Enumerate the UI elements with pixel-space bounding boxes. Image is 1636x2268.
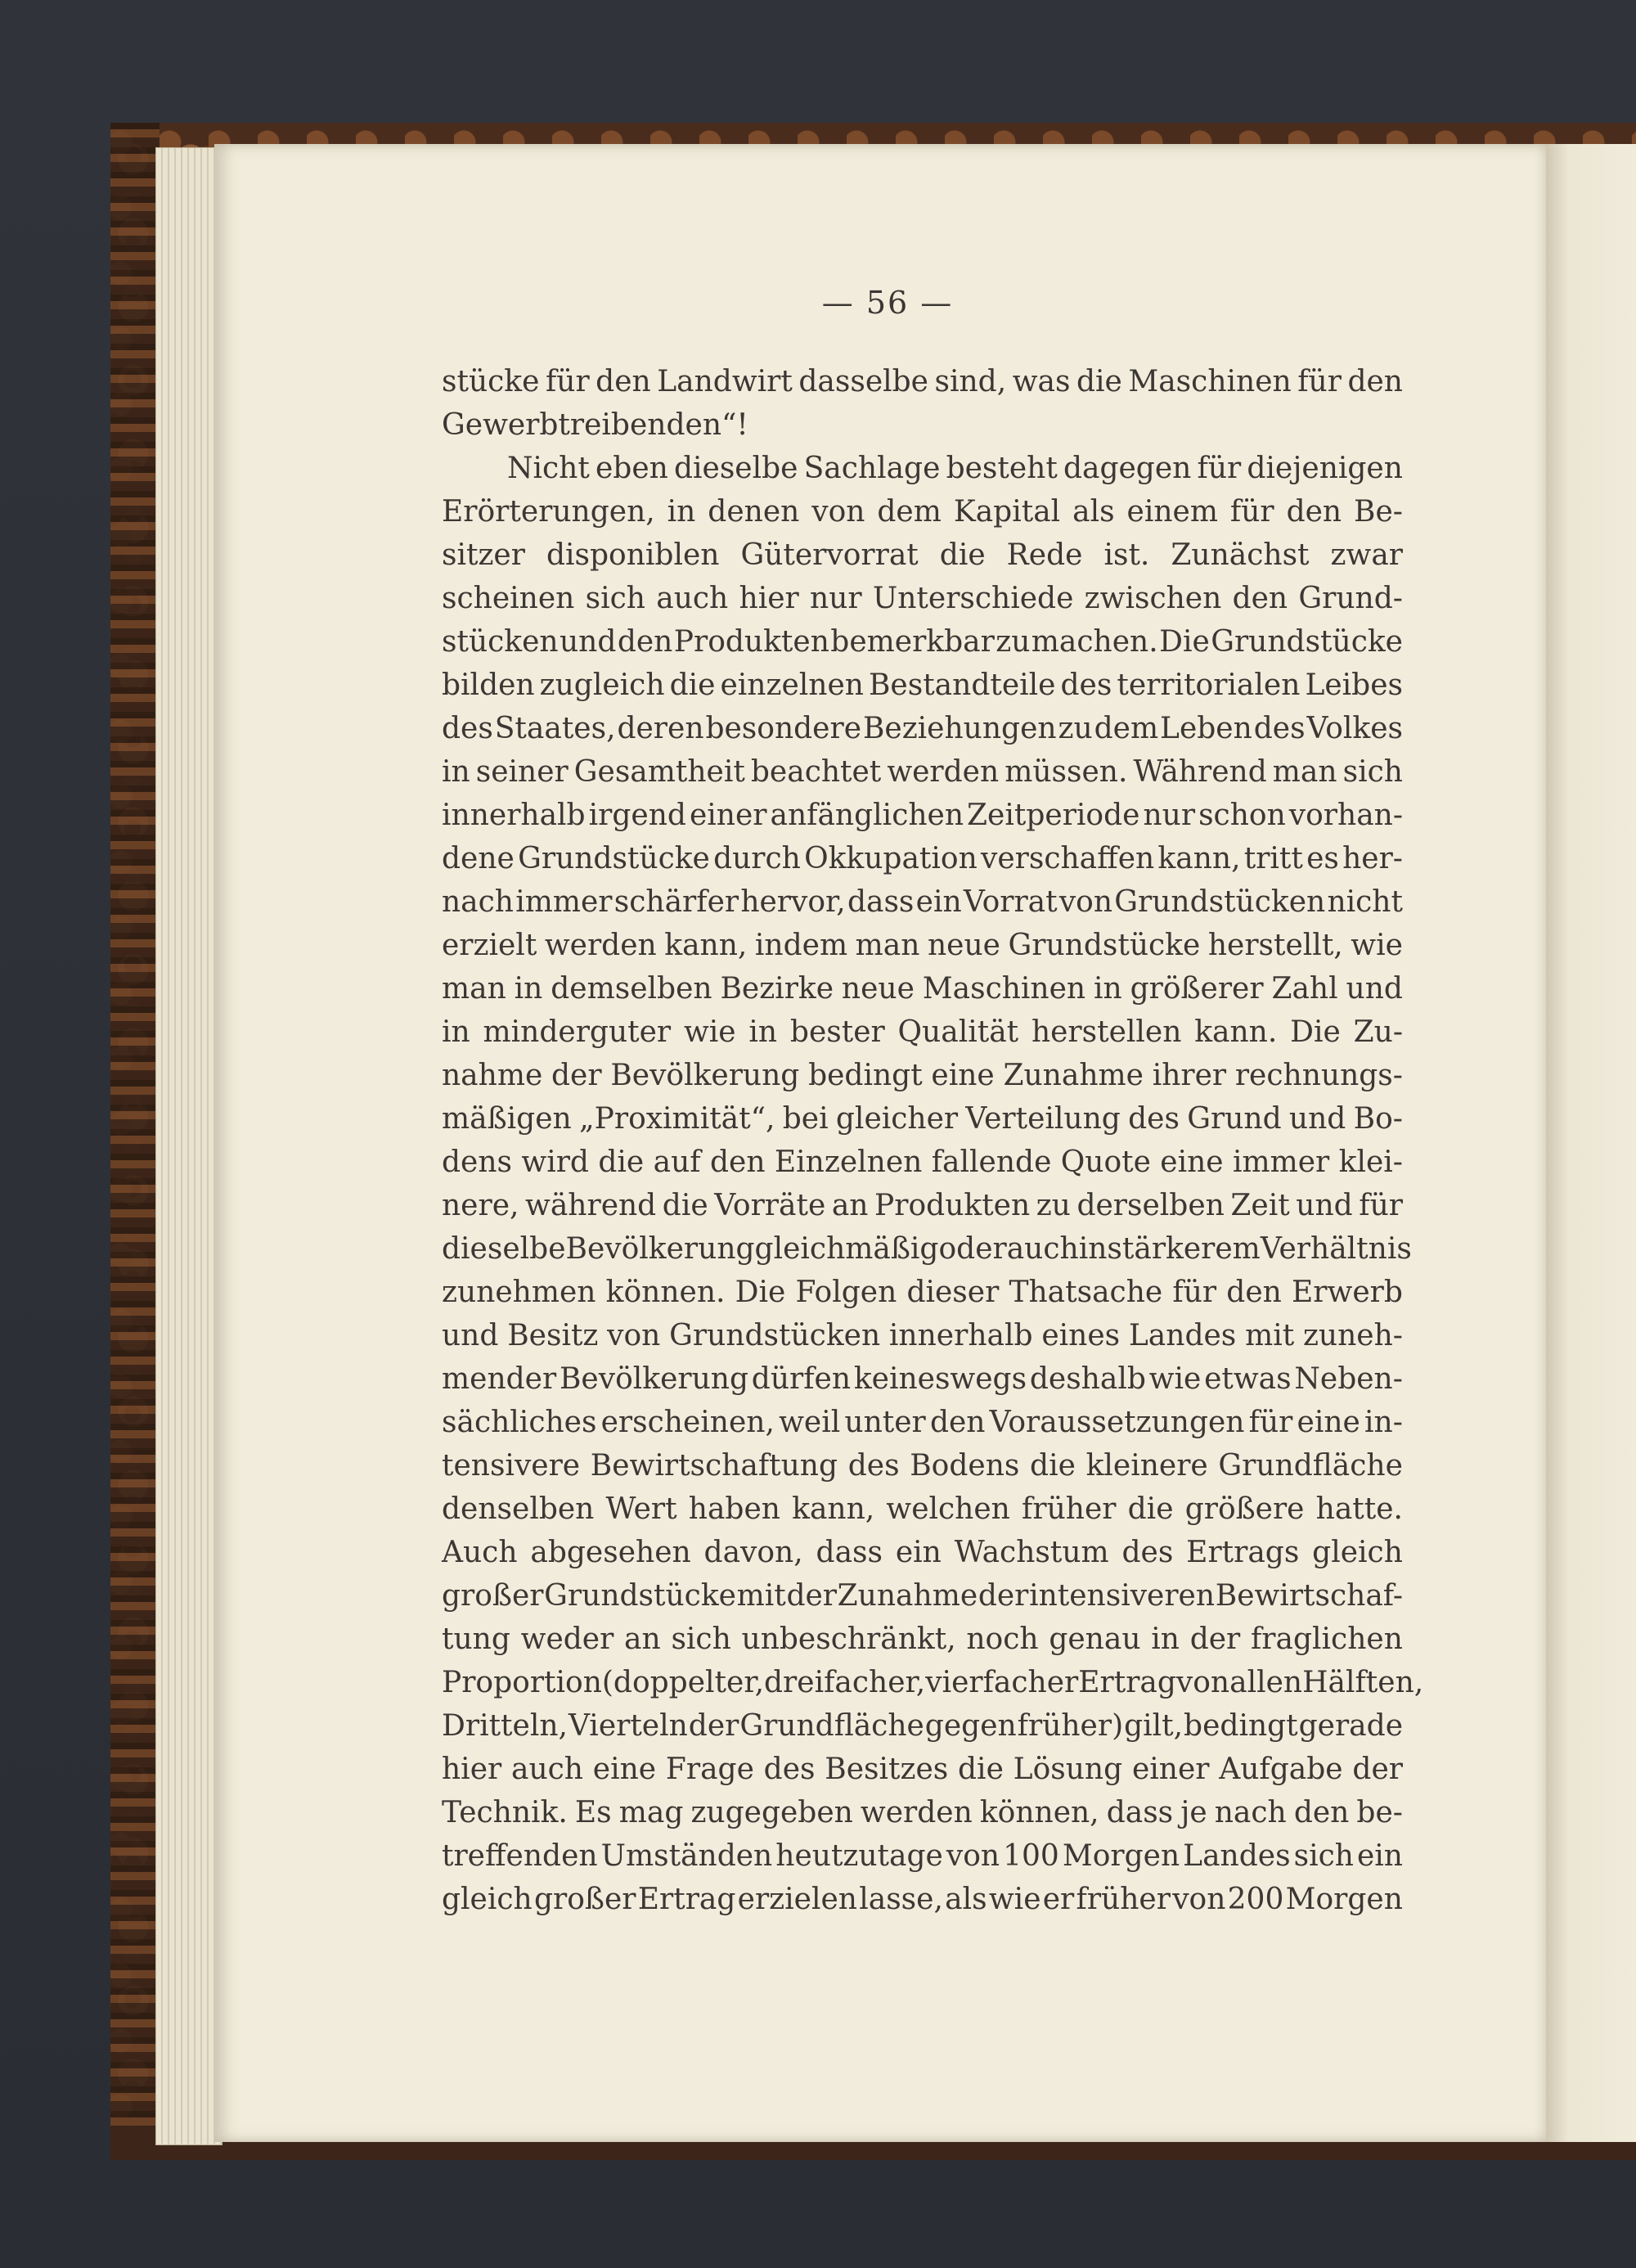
text-line: und Besitz von Grundstücken innerhalb eines Landes mit zuneh- xyxy=(442,1319,1403,1352)
text-line: erzielt werden kann, indem man neue Grundstücke herstellt, wie xyxy=(442,929,1403,962)
body-text xyxy=(442,360,1424,1921)
text-line: Erörterungen, in denen von dem Kapital als einem für den Be- xyxy=(442,495,1403,529)
text-line: treffenden Umständen heutzutage von 100 Morgen Landes sich ein xyxy=(442,1839,1403,1873)
text-line: nach immer schärfer hervor, dass ein Vorrat von Grundstücken nicht xyxy=(442,885,1403,919)
text-line: stücke für den Landwirt dasselbe sind, was die Maschinen für den xyxy=(442,365,1403,398)
text-line: denselben Wert haben kann, welchen früher die größere hatte. xyxy=(442,1492,1403,1526)
text-line: stücken und den Produkten bemerkbar zu machen. Die Grundstücke xyxy=(442,625,1403,659)
text-line: innerhalb irgend einer anfänglichen Zeitperiode nur schon vorhan- xyxy=(442,799,1403,832)
text-line: scheinen sich auch hier nur Unterschiede zwischen den Grund- xyxy=(442,582,1403,615)
text-line: sächliches erscheinen, weil unter den Voraussetzungen für eine in- xyxy=(442,1406,1403,1439)
text-line: Dritteln, Vierteln der Grundfläche gegen früher) gilt, bedingt gerade xyxy=(442,1709,1403,1743)
text-line: mender Bevölkerung dürfen keineswegs deshalb wie etwas Neben- xyxy=(442,1362,1403,1396)
text-line: Auch abgesehen davon, dass ein Wachstum des Ertrags gleich xyxy=(442,1536,1403,1569)
text-line: Technik. Es mag zugegeben werden können, dass je nach den be- xyxy=(442,1796,1403,1829)
text-line: dieselbe Bevölkerung gleichmäßig oder auch in stärkerem Verhältnis xyxy=(442,1232,1412,1266)
text-line: mäßigen „Proximität“, bei gleicher Verteilung des Grund und Bo- xyxy=(442,1102,1403,1136)
text-line: des Staates, deren besondere Beziehungen zu dem Leben des Volkes xyxy=(442,712,1403,745)
text-line: in minderguter wie in bester Qualität herstellen kann. Die Zu- xyxy=(442,1015,1403,1049)
text-line: nere, während die Vorräte an Produkten zu derselben Zeit und für xyxy=(442,1189,1403,1222)
text-line: dene Grundstücke durch Okkupation verschaffen kann, tritt es her- xyxy=(442,842,1403,875)
text-line: Nicht eben dieselbe Sachlage besteht dagegen für diejenigen xyxy=(507,452,1403,485)
text-line: bilden zugleich die einzelnen Bestandteile des territorialen Leibes xyxy=(442,668,1403,702)
text-line: sitzer disponiblen Gütervorrat die Rede ist. Zunächst zwar xyxy=(442,538,1403,572)
text-line: tensivere Bewirtschaftung des Bodens die kleinere Grundfläche xyxy=(442,1449,1403,1483)
text-line: nahme der Bevölkerung bedingt eine Zunahme ihrer rechnungs- xyxy=(442,1059,1403,1092)
text-line: dens wird die auf den Einzelnen fallende Quote eine immer klei- xyxy=(442,1145,1403,1179)
facing-page-edge xyxy=(1546,144,1636,2142)
text-line: gleich großer Ertrag erzielen lasse, als wie er früher von 200 Morgen xyxy=(442,1883,1403,1916)
text-line: hier auch eine Frage des Besitzes die Lösung einer Aufgabe der xyxy=(442,1753,1403,1786)
text-line: tung weder an sich unbeschränkt, noch genau in der fraglichen xyxy=(442,1622,1403,1656)
text-line: zunehmen können. Die Folgen dieser Thatsache für den Erwerb xyxy=(442,1276,1403,1309)
text-line: in seiner Gesamtheit beachtet werden müssen. Während man sich xyxy=(442,755,1403,789)
text-line: man in demselben Bezirke neue Maschinen in größerer Zahl und xyxy=(442,972,1403,1006)
page-edges xyxy=(155,147,222,2145)
text-line: großer Grundstücke mit der Zunahme der intensiveren Bewirtschaf- xyxy=(442,1579,1403,1613)
text-line: Gewerbtreibenden“! xyxy=(442,408,748,442)
text-line: Proportion (doppelter, dreifacher, vierfacher Ertrag von allen Hälften, xyxy=(442,1666,1424,1699)
page-number: — 56 — xyxy=(821,285,954,321)
cover-spine-edge xyxy=(110,123,160,2160)
